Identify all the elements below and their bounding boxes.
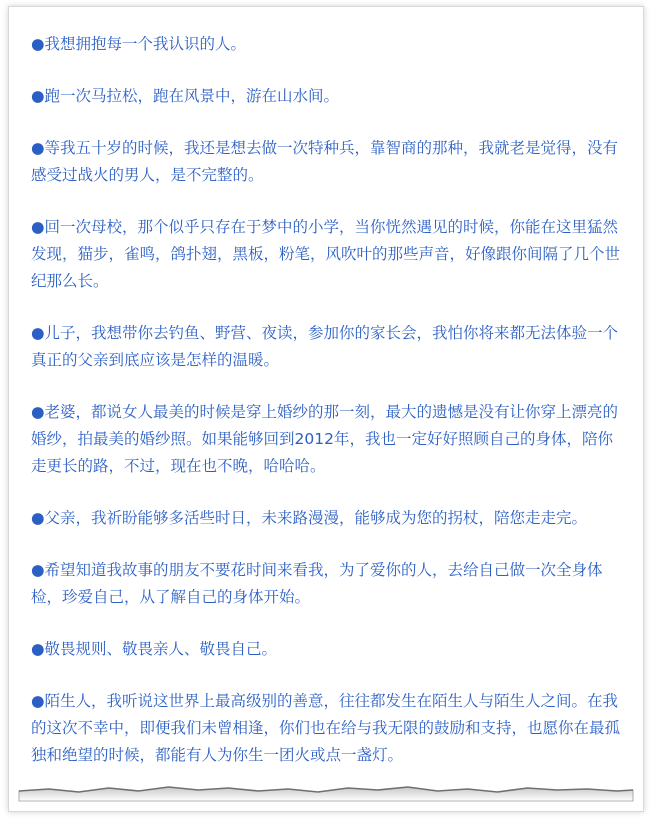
paragraph-son: ●儿子，我想带你去钓鱼、野营、夜读，参加你的家长会，我怕你将来都无法体验一个真正的父亲到底应该是怎样的温暖。	[31, 324, 619, 369]
paragraph-strangers: ●陌生人，我听说这世界上最高级别的善意，往往都发生在陌生人与陌生人之间。在我的这次不幸中，即便我们未曾相逢，你们也在给与我无限的鼓励和支持，也愿你在最孤独和绝望的时候，都能有人为你生一团火或点一盏灯。	[31, 692, 621, 764]
document-frame	[8, 6, 644, 812]
paragraph-alma-mater: ●回一次母校，那个似乎只存在于梦中的小学，当你恍然遇见的时候，你能在这里猛然发现，猫步，雀鸣，鸽扑翅，黑板，粉笔，风吹叶的那些声音，好像跟你间隔了几个世纪那么长。	[31, 218, 621, 290]
torn-paper-edge	[9, 779, 643, 805]
paragraph-friends: ●希望知道我故事的朋友不要花时间来看我，为了爱你的人，去给自己做一次全身体检，珍爱自己，从了解自己的身体开始。	[31, 561, 603, 606]
paragraph-father: ●父亲，我祈盼能够多活些时日，未来路漫漫，能够成为您的拐杖，陪您走走完。	[31, 509, 588, 527]
paragraph-wife: ●老婆，都说女人最美的时候是穿上婚纱的那一刻，最大的遗憾是没有让你穿上漂亮的婚纱，拍最美的婚纱照。如果能够回到2012年，我也一定好好照顾自己的身体，陪你走更长的路，不过，现在也不晚，哈哈哈。	[31, 403, 619, 475]
paragraph-reverence: ●敬畏规则、敬畏亲人、敬畏自己。	[31, 640, 278, 658]
paragraph-special-forces: ●等我五十岁的时候，我还是想去做一次特种兵，靠智商的那种，我就老是觉得，没有感受过战火的男人，是不完整的。	[31, 139, 619, 184]
paragraph-marathon: ●跑一次马拉松，跑在风景中，游在山水间。	[31, 87, 340, 105]
document-content	[31, 31, 627, 794]
paragraph-hug: ●我想拥抱每一个我认识的人。	[31, 35, 247, 53]
